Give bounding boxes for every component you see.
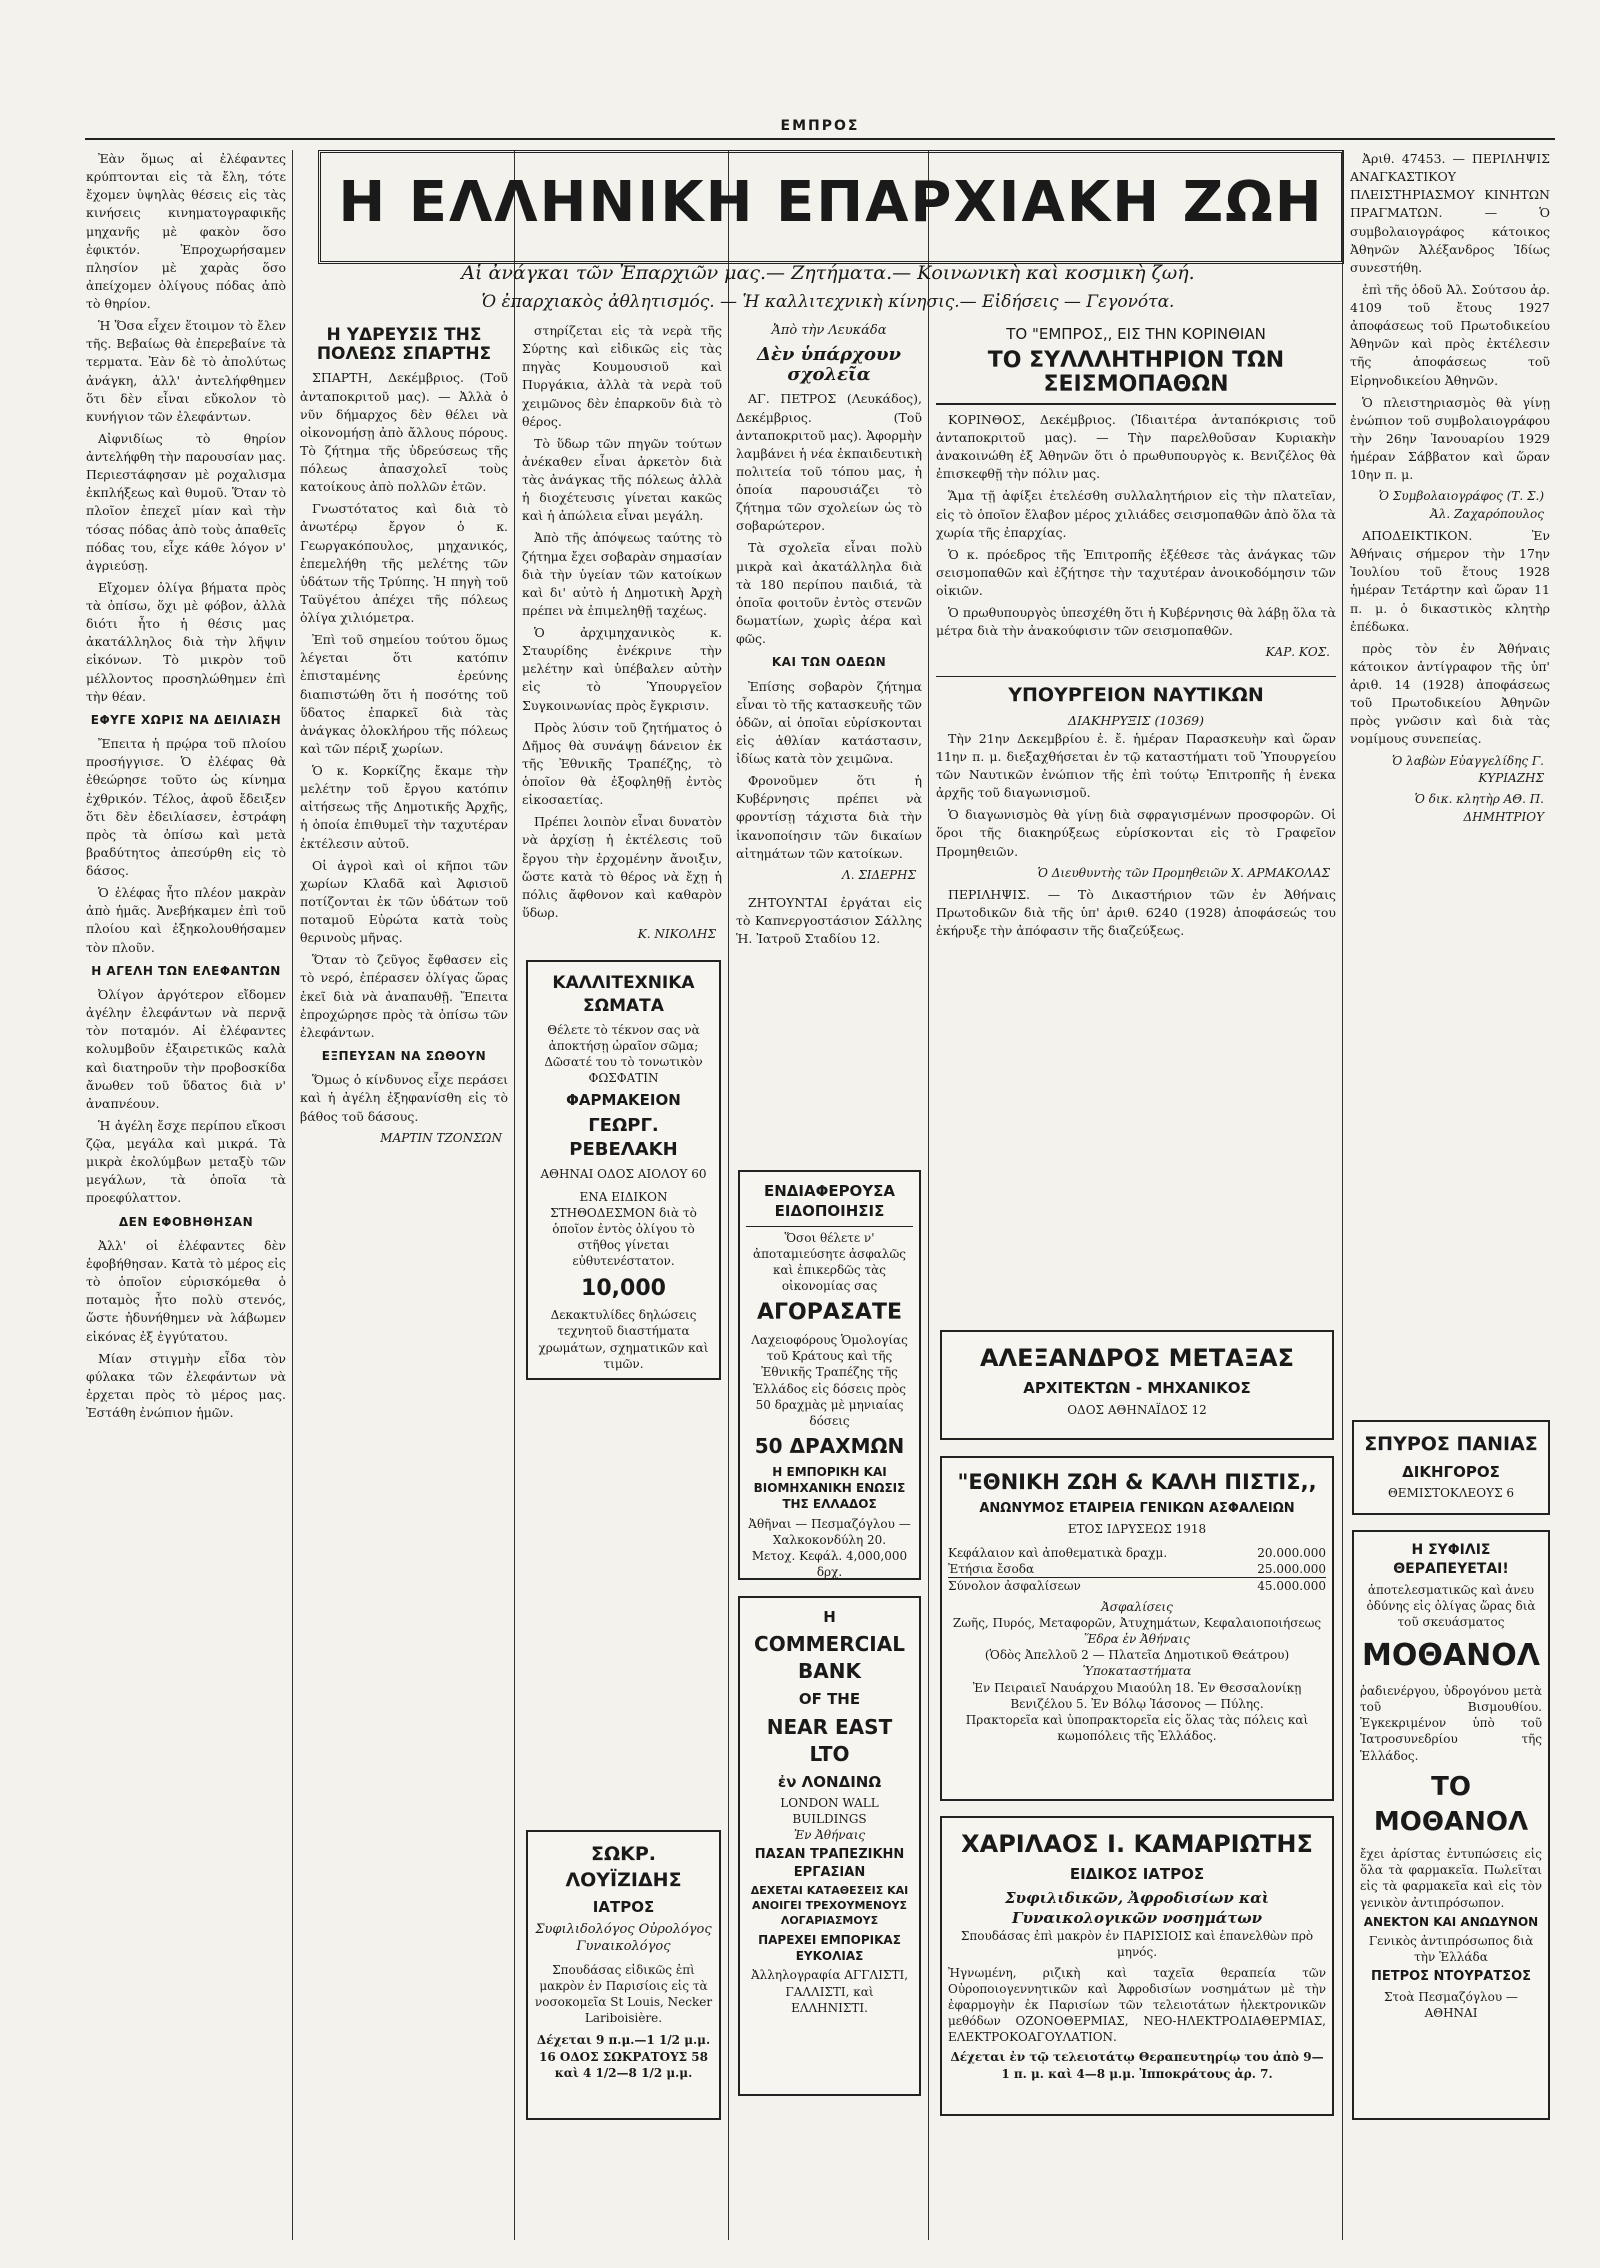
ad-row xyxy=(948,1545,1326,1561)
column-3-article xyxy=(522,322,722,941)
ad-address: Ἀθῆναι — Πεσμαζόγλου — Χαλκοκονδύλη 20. xyxy=(748,1516,911,1547)
ad-product-name: ΤΟ ΜΟΘΑΝΟΛ xyxy=(1373,1771,1529,1837)
subheading: ΕΞΠΕΥΣΑΝ ΝΑ ΣΩΘΟΥΝ xyxy=(321,1048,487,1063)
ad-row xyxy=(948,1577,1326,1594)
ad-value: 20.000.000 xyxy=(1257,1546,1326,1561)
ad-text: ΑΝΩΝΥΜΟΣ ΕΤΑΙΡΕΙΑ ΓΕΝΙΚΩΝ ΑΣΦΑΛΕΙΩΝ xyxy=(979,1501,1295,1517)
ad-text: OF THE xyxy=(798,1690,861,1709)
ad-mothanol xyxy=(1352,1530,1550,2120)
ad-text: ῥαδιενέργου, ὑδρογόνου μετὰ τοῦ Βισμουθίου. Ἐγκεκριμένον ὑπὸ τοῦ Ἰατροσυνεδρίου τῆς Ἑλλάδος. xyxy=(1360,1683,1542,1763)
article-headline: Η ΥΔΡΕΥΣΙΣ ΤΗΣ ΠΟΛΕΩΣ ΣΠΑΡΤΗΣ xyxy=(316,325,492,364)
paragraph: Ὁ ἀρχιμηχανικὸς κ. Σταυρίδης ἐνέκρινε τὴν μελέτην καὶ ὑπέβαλεν αὐτὴν εἰς τὸ Ὑπουργεῖον Συγκοινωνίας πρὸς ἔγκρισιν. xyxy=(522,625,722,713)
ad-text: Ἕδρα ἐν Ἀθήναις xyxy=(1083,1632,1191,1647)
article-headline: ΤΟ ΣΥΛΛΛΗΤΗΡΙΟΝ ΤΩΝ ΣΕΙΣΜΟΠΑΘΩΝ xyxy=(936,349,1336,405)
ad-address: LONDON WALL BUILDINGS xyxy=(780,1795,879,1826)
ad-hours: Δέχεται ἐν τῷ τελειοτάτῳ Θεραπευτηρίῳ του ἀπὸ 9—1 π. μ. καὶ 4—8 μ.μ. Ἰπποκράτους ἀρ. 7. xyxy=(950,2050,1324,2081)
ad-text: Ὑποκαταστήματα xyxy=(1082,1664,1192,1679)
ad-text: ΑΓΟΡΑΣΑΤΕ xyxy=(757,1300,902,1326)
ad-hours: Δέχεται 9 π.μ.—1 1/2 μ.μ. 16 ΟΔΟΣ ΣΩΚΡΑΤΟΥΣ 58 καὶ 4 1/2—8 1/2 μ.μ. xyxy=(536,2033,711,2080)
ad-text: Ὅσοι θέλετε ν' ἀποταμιεύσητε ἀσφαλῶς καὶ ἐπικερδῶς τὰς οἰκονομίας σας xyxy=(753,1230,906,1294)
author-signature: ΚΑΡ. ΚΟΣ. xyxy=(1265,645,1330,660)
ad-text: ΕΙΔΙΚΟΣ ΙΑΤΡΟΣ xyxy=(1069,1865,1205,1884)
receiver-signature: Ὁ λαβὼν Εὐαγγελίδης Γ. ΚΥΡΙΑΖΗΣ xyxy=(1391,753,1544,785)
running-head: ΕΜΠΡΟΣ xyxy=(85,118,1555,140)
ad-name: ΓΕΩΡΓ. ΡΕΒΕΛΑΚΗ xyxy=(569,1114,678,1161)
paragraph: Ὁ πρωθυπουργὸς ὑπεσχέθη ὅτι ἡ Κυβέρνησις θὰ λάβῃ ὅλα τὰ μέτρα διὰ τὴν ἀνακούφισιν τῶν σεισμοπαθῶν. xyxy=(936,605,1336,639)
paragraph: ἐπὶ τῆς ὁδοῦ Ἀλ. Σούτσου ἀρ. 4109 τοῦ ἔτους 1927 ἀποφάσεως τοῦ Πρωτοδικείου Ἀθηνῶν καὶ πρὸς ἐκτέλεσιν τῆς ἀποφάσεως τοῦ Εἰρηνοδικείου Ἀθηνῶν. xyxy=(1350,281,1550,388)
paragraph: Ἀριθ. 47453. — ΠΕΡΙΛΗΨΙΣ ΑΝΑΓΚΑΣΤΙΚΟΥ ΠΛΕΙΣΤΗΡΙΑΣΜΟΥ ΚΙΝΗΤΩΝ ΠΡΑΓΜΑΤΩΝ. — Ὁ συμβολαιογράφος κάτοικος Ἀθηνῶν Ἀλέξανδρος Ἰδίως συνεστήθη. xyxy=(1350,151,1550,275)
ad-ethniki-zoi-insurance xyxy=(940,1456,1334,1801)
ad-text: Ἐν Πειραιεῖ Ναυάρχου Μιαούλη 18. Ἐν Θεσσαλονίκῃ Βενιζέλου 5. Ἐν Βόλῳ Ἰάσονος — Πύλης. xyxy=(972,1680,1302,1711)
paragraph: Τὴν 21ην Δεκεμβρίου ἐ. ἔ. ἡμέραν Παρασκευὴν καὶ ὥραν 11ην π. μ. διεξαχθήσεται ἐν τῷ καταστήματι τοῦ Ὑπουργείου τῶν Ναυτικῶν ἐνώπιον τῆς ἐπὶ τούτῳ Ἐπιτροπῆς ἡ ἐνεκα ἀρχῆς τοῦ διαγωνισμοῦ. xyxy=(936,730,1336,801)
ad-text: Μετοχ. Κεφάλ. 4,000,000 δρχ. xyxy=(751,1549,908,1580)
paragraph: Ὁ διαγωνισμὸς θὰ γίνῃ διὰ σφραγισμένων προσφορῶν. Οἱ ὅροι τῆς διακηρύξεως εὑρίσκονται εἰς τὸ Γραφεῖον Προμηθειῶν. xyxy=(936,807,1336,859)
ad-text: ΕΝΑ ΕΙΔΙΚΟΝ ΣΤΗΘΟΔΕΣΜΟΝ διὰ τὸ ὁποῖον ἐντὸς ὀλίγου τὸ στῆθος γίνεται εὐθυτενέστατον. xyxy=(550,1189,697,1269)
paragraph: Ὅμως ὁ κίνδυνος εἶχε περάσει καὶ ἡ ἀγέλη ἐξηφανίσθη εἰς τὸ βάθος τοῦ δάσους. xyxy=(300,1072,508,1124)
subheading: ΕΦΥΓΕ ΧΩΡΙΣ ΝΑ ΔΕΙΛΙΑΣΗ xyxy=(90,712,282,727)
ad-commercial-bank xyxy=(738,1596,921,2096)
paragraph: Αἰφνιδίως τὸ θηρίον ἀντελήφθη τὴν παρουσίαν μας. Περιεστάφησαν μὲ ροχαλισμα ἐκπλήξεως καὶ θυμοῦ. Ὅταν τὸ πλοῖον ἐπεχεῖ μίαν καὶ τὴν τόσας πόδας ἀπὸ τοὺς ἀπαθεῖς πόδας του, εἶχε κάθε λόγον ν' ἀγριεύσῃ. xyxy=(86,430,286,573)
ad-label: Κεφάλαιον καὶ ἀποθεματικὰ δραχμ. xyxy=(948,1546,1168,1561)
ad-text: Σπουδάσας ἐπὶ μακρὸν ἐν ΠΑΡΙΣΙΟΙΣ καὶ ἐπανελθὼν πρὸ μηνός. xyxy=(960,1929,1314,1960)
ad-value: 45.000.000 xyxy=(1257,1579,1326,1594)
ad-label: Ἐτήσια ἔσοδα xyxy=(948,1562,1035,1577)
ad-text: ἀποτελεσματικῶς καὶ ἀνευ ὀδύνης εἰς ὀλίγας ὥρας διὰ τοῦ σκευάσματος xyxy=(1366,1582,1536,1630)
paragraph: Ἐπὶ τοῦ σημείου τούτου ὅμως λέγεται ὅτι κατόπιν ἐπισταμένης ἐρεύνης διαπιστώθη ὅτι ἡ ποσότης τοῦ ὕδατος ἐπαρκεῖ διὰ τὰς ἀνάγκας ὁλοκλήρου τῆς πόλεως καὶ τῶν πέριξ χωρίων. xyxy=(300,632,508,756)
paragraph: Τὸ ὕδωρ τῶν πηγῶν τούτων ἀνέκαθεν εἶναι ἀρκετὸν διὰ τὰς ἀνάγκας τῆς πόλεως ἀλλὰ ἡ διοχέτευσις γίνεται κακῶς καὶ ἡ ἀπώλεια εἶναι μεγάλη. xyxy=(522,435,722,524)
ad-text: Συφιλιδολόγος Οὐρολόγος Γυναικολόγος xyxy=(535,1921,712,1955)
paragraph: Ἡ ἀγέλη ἔσχε περίπου εἴκοσι ζῷα, μεγάλα καὶ μικρά. Τὰ μικρὰ ἐκολύμβων μεταξὺ τῶν μεγάλων, τὰ ὁποῖα τὰ προεφύλαττον. xyxy=(86,1117,286,1206)
notary-signature: Ὁ Συμβολαιογράφος (Τ. Σ.) Ἀλ. Ζαχαρόπουλος xyxy=(1378,489,1544,521)
section-title: Η ΕΛΛΗΝΙΚΗ ΕΠΑΡΧΙΑΚΗ ΖΩΗ xyxy=(338,170,1324,235)
paragraph: στηρίζεται εἰς τὰ νερὰ τῆς Σύρτης καὶ εἰδικῶς εἰς τὰς πηγὰς Κουμουσιοῦ καὶ Πυργάκια, ἀλλὰ τὰ νερὰ τοῦ χειμῶνος δὲν ἐπαρκοῦν διὰ τὸ θέρος. xyxy=(522,323,722,429)
paragraph: Ὅταν τὸ ζεῦγος ἔφθασεν εἰς τὸ νερό, ἐπέρασεν ὀλίγας ὥρας ἐκεῖ διὰ νὰ ἀναπαυθῇ. Ἔπειτα ἐπροχώρησε πρὸς τὰ ὀπίσω τῶν ἐλεφάντων. xyxy=(300,952,508,1040)
subheading: ΚΑΙ ΤΩΝ ΟΔΕΩΝ xyxy=(771,655,887,670)
ad-kallitechnika-somata xyxy=(526,960,721,1380)
ad-price: 50 ΔΡΑΧΜΩΝ xyxy=(754,1434,905,1459)
paragraph: Ὁ κ. Κορκίζης ἔκαμε τὴν μελέτην τοῦ ἔργου κατόπιν αἰτήσεως τῆς Δημοτικῆς Ἀρχῆς, ἡ ὁποία ἐπιθυμεῖ τὴν ταχυτέραν ἐκτέλεσιν αὐτοῦ. xyxy=(300,763,508,851)
ad-title: ΚΑΛΛΙΤΕΧΝΙΚΑ ΣΩΜΑΤΑ xyxy=(552,973,695,1016)
ad-address: ΟΔΟΣ ΑΘΗΝΑΪΔΟΣ 12 xyxy=(1067,1402,1207,1417)
ad-text: ἐν ΛΟΝΔΙΝΩ xyxy=(777,1772,882,1791)
paragraph: ΠΕΡΙΛΗΨΙΣ. — Τὸ Δικαστήριον τῶν ἐν Ἀθήναις Πρωτοδικῶν διὰ τῆς ὑπ' ἀριθ. 6240 (1928) ἀποφάσεώς του ἐκήρυξε τὴν ἀπόφασιν τῆς διαζεύξεως. xyxy=(936,887,1336,939)
ad-text: ΔΕΧΕΤΑΙ ΚΑΤΑΘΕΣΕΙΣ ΚΑΙ ΑΝΟΙΓΕΙ ΤΡΕΧΟΥΜΕΝΟΥΣ ΛΟΓΑΡΙΑΣΜΟΥΣ xyxy=(750,1884,909,1928)
ad-text: Γενικὸς ἀντιπρόσωπος διὰ τὴν Ἑλλάδα xyxy=(1368,1933,1534,1965)
ad-lottery-bonds xyxy=(738,1170,921,1580)
ad-text: Πρακτορεῖα καὶ ὑποπρακτορεῖα εἰς ὅλας τὰς πόλεις καὶ κωμοπόλεις τῆς Ἑλλάδος. xyxy=(965,1712,1309,1744)
paragraph: Ὁ ἐλέφας ἦτο πλέον μακρὰν ἀπὸ ἡμᾶς. Ἀνεβήκαμεν ἐπὶ τοῦ πλοίου καὶ ἐξηκολουθήσαμεν τὸν πλοῦν. xyxy=(86,885,286,955)
paragraph: Ἀλλ' οἱ ἐλέφαντες δὲν ἐφοβήθησαν. Κατὰ τὸ μέρος εἰς τὸ ὁποῖον εὑρισκόμεθα ὁ ποταμὸς ἦτο πολὺ στενός, ὥστε ἠδυνήθημεν νὰ λάβωμεν εἰκόνας ἐξ ἐγγύτατου. xyxy=(86,1237,286,1344)
article-headline: Δὲν ὑπάρχουν σχολεῖα xyxy=(757,343,901,385)
ad-louizidis-doctor xyxy=(526,1830,721,2120)
ad-address: Στοὰ Πεσμαζόγλου — ΑΘΗΝΑΙ xyxy=(1384,1989,1518,2021)
subheading: Η ΑΓΕΛΗ ΤΩΝ ΕΛΕΦΑΝΤΩΝ xyxy=(91,963,281,978)
paragraph: Φρονοῦμεν ὅτι ἡ Κυβέρνησις πρέπει νὰ φροντίσῃ τάχιστα διὰ τὴν ἱκανοποίησιν τῶν δικαίων αἰτημάτων τῶν κατοίκων. xyxy=(736,773,922,861)
ministry-signature: Ὁ Διευθυντὴς τῶν Προμηθειῶν Χ. ΑΡΜΑΚΟΛΑΣ xyxy=(1037,865,1330,880)
paragraph: πρὸς τὸν ἐν Ἀθήναις κάτοικον ἀντίγραφον τῆς ὑπ' ἀριθ. 14 (1928) ἀποφάσεως τοῦ Πρωτοδικείου Ἀθηνῶν πρὸς γνῶσιν καὶ διὰ τὰς νομίμους συνεπείας. xyxy=(1350,640,1550,747)
ad-name: ΑΛΕΞΑΝΔΡΟΣ ΜΕΤΑΞΑΣ xyxy=(979,1344,1295,1372)
paragraph: Εἴχομεν ὀλίγα βήματα πρὸς τὰ ὀπίσω, ὅχι μὲ φόβον, ἀλλὰ διότι ἦτο ἡ θέσις μας ἀκατάλληλος διὰ τὴν λῆψιν εἰκόνων. Τὸ μικρὸν τοῦ μέλλοντος προσηλώθημεν ἐπὶ τὴν θέαν. xyxy=(86,579,286,704)
ad-row xyxy=(948,1561,1326,1577)
paragraph: Ἔπειτα ἡ πρῴρα τοῦ πλοίου προσήγγισε. Ὁ ἐλέφας θὰ ἐθεώρησε τοῦτο ὡς κίνημα ἐχθρικόν. Τέλος, ἀφοῦ ἔδειξεν ὅτι δὲν ἐδειλίασεν, ἐστράφη πρὸς τὰ ὀπίσω καὶ μετὰ βραδύτητος ἀπεσύρθη εἰς τὸ δάσος. xyxy=(86,736,286,879)
article-kicker: ΤΟ "ΕΜΠΡΟΣ,, ΕΙΣ ΤΗΝ ΚΟΡΙΝΘΙΑΝ xyxy=(1006,325,1266,343)
column-rule xyxy=(728,150,729,2240)
ad-name: ΣΩΚΡ. ΛΟΥΪΖΙΔΗΣ xyxy=(565,1843,682,1891)
paragraph: Ὀλίγον ἀργότερον εἴδομεν ἀγέλην ἐλεφάντων νὰ περνᾷ τὸν ποταμόν. Αἱ ἐλέφαντες κολυμβοῦν ἐξαιρετικῶς καλὰ καὶ διατηροῦν τὴν προβοσκίδα ἄνωθεν τοῦ ὕδατος διὰ ν' ἀναπνέουν. xyxy=(86,987,286,1111)
paragraph: ΣΠΑΡΤΗ, Δεκέμβριος. (Τοῦ ἀνταποκριτοῦ μας). — Ἀλλὰ ὁ νῦν δήμαρχος δὲν θέλει νὰ οἰκονομήσῃ ἀπὸ ἄλλους πόρους. Τὸ ζήτημα τῆς ὑδρεύσεως τῆς πόλεως ἀπασχολεῖ τοὺς κατοίκους ἀπὸ πολλῶν ἐτῶν. xyxy=(300,370,508,495)
paragraph: Μίαν στιγμὴν εἶδα τὸν φύλακα τῶν ἐλεφάντων νὰ ἐρχεται πρὸς τὸ μέρος μας. Ἐστάθη ἐνώπιον ἡμῶν. xyxy=(86,1350,286,1421)
ministry-headline: ΥΠΟΥΡΓΕΙΟΝ ΝΑΥΤΙΚΩΝ xyxy=(936,676,1336,706)
column-rule xyxy=(1342,150,1343,2240)
ad-text: ΠΑΣΑΝ ΤΡΑΠΕΖΙΚΗΝ ΕΡΓΑΣΙΑΝ xyxy=(754,1847,905,1880)
ad-text: Σπουδάσας εἰδικῶς ἐπὶ μακρὸν ἐν Παρισίοις εἰς τὰ νοσοκομεῖα St Louis, Necker Lariboisière. xyxy=(534,1962,713,2026)
author-signature: ΜΑΡΤΙΝ ΤΖΟΝΣΩΝ xyxy=(380,1130,502,1145)
ad-title: ΕΝΔΙΑΦΕΡΟΥΣΑ ΕΙΔΟΠΟΙΗΣΙΣ xyxy=(746,1181,913,1227)
ad-bank: Η ΕΜΠΟΡΙΚΗ ΚΑΙ ΒΙΟΜΗΧΑΝΙΚΗ ΕΝΩΣΙΣ ΤΗΣ ΕΛΛΑΔΟΣ xyxy=(753,1465,906,1512)
paragraph: Ὁ κ. πρόεδρος τῆς Ἐπιτροπῆς ἐξέθεσε τὰς ἀνάγκας τῶν σεισμοπαθῶν καὶ ἐζήτησε τὴν ταχυτέραν ἀνοικοδόμησιν τῶν οἰκιῶν. xyxy=(936,546,1336,598)
column-5-article xyxy=(936,322,1336,1312)
ad-text: Ἠγνωμένη, ριζικὴ καὶ ταχεῖα θεραπεία τῶν Οὐροποιογεννητικῶν καὶ Ἀφροδισίων νοσημάτων μὲ τὴν ἐφαρμογὴν ἐκ Παρισίων τῶν τελειοτάτων ἠλεκτρονικῶν μεθόδων ΟΖΟΝΟΘΕΡΜΙΑΣ, ΝΕΟ-ΗΛΕΚΤΡΟΔΙΑΘΕΡΜΙΑΣ, ΕΛΕΚΤΡΟΚΟΑΓΟΥΛΑΤΙΟΝ. xyxy=(948,1965,1326,2045)
author-signature: Λ. ΣΙΔΕΡΗΣ xyxy=(842,867,916,882)
ministry-subheading: ΔΙΑΚΗΡΥΞΙΣ (10369) xyxy=(1068,712,1204,728)
ad-metaxas-architect xyxy=(940,1330,1334,1440)
paragraph: ΑΓ. ΠΕΤΡΟΣ (Λευκάδος), Δεκέμβριος. (Τοῦ ἀνταποκριτοῦ μας). Ἀφορμὴν λαμβάνει ἡ νέα ἐκπαιδευτικὴ πολιτεία τοῦ τόπου μας, ἡ ὁποία παρουσιάζει τὸ ζήτημα τῶν σχολείων ὡς τὸ σοβαρώτερον. xyxy=(736,391,922,534)
paragraph: Πρέπει λοιπὸν εἶναι δυνατὸν νὰ ἀρχίσῃ ἡ ἐκτέλεσις τοῦ ἔργου τὴν ἐρχομένην ἄνοιξιν, ὥστε κατὰ τὸ θέρος νὰ ἔχῃ ἡ πόλις ἄφθονον καὶ καθαρὸν ὕδωρ. xyxy=(522,814,722,920)
ad-kamariotis-doctor xyxy=(940,1816,1334,2116)
ad-name: ΠΕΤΡΟΣ ΝΤΟΥΡΑΤΣΟΣ xyxy=(1370,1969,1532,1985)
section-tagline-2: Ὁ ἐπαρχιακὸς ἀθλητισμός. — Ἡ καλλιτεχνικὴ κίνησις.— Εἰδήσεις — Γεγονότα. xyxy=(481,292,1175,312)
paragraph: Ἐὰν ὅμως αἱ ἐλέφαντες κρύπτονται εἰς τὰ ἔλη, τότε ἔχομεν ὑψηλὰς θέσεις εἰς τὰς κινήσεις κινηματογραφικῆς μηχανῆς μὲ φακὸν ὅσο ἐφικτόν. Ἐπροχωρήσαμεν πλησίον μὲ χαρὰς ὅσο ἀπείχομεν ὀλίγους πόδας ἀπὸ τὸ θηρίον. xyxy=(86,151,286,311)
ad-name: ΧΑΡΙΛΑΟΣ Ι. ΚΑΜΑΡΙΩΤΗΣ xyxy=(961,1830,1313,1858)
column-6-notices xyxy=(1350,150,1550,1400)
section-masthead xyxy=(318,150,1344,264)
paragraph: ΚΟΡΙΝΘΟΣ, Δεκέμβριος. (Ἰδιαιτέρα ἀνταπόκρισις τοῦ ἀνταποκριτοῦ μας). — Τὴν παρελθοῦσαν Κυριακὴν ἀνακοινώθη ἐξ Ἀθηνῶν ὅτι ὁ πρωθυπουργὸς κ. Βενιζέλος θὰ ἐπισκεφθῇ τὴν πόλιν μας. xyxy=(936,411,1336,482)
paragraph: Ἅμα τῇ ἀφίξει ἐτελέσθη συλλαλητήριον εἰς τὴν πλατεῖαν, εἰς τὸ ὁποῖον ἔλαβον μέρος χιλιάδες σεισμοπαθῶν ἀπὸ ὅλα τὰ χωρία τῆς ἐπαρχίας. xyxy=(936,488,1336,540)
ad-address: ΑΘΗΝΑΙ ΟΔΟΣ ΑΙΟΛΟΥ 60 xyxy=(540,1167,707,1182)
column-2-article xyxy=(300,322,508,2242)
paragraph: Τὰ σχολεῖα εἶναι πολὺ μικρὰ καὶ ἀκατάλληλα διὰ τὰ 180 περίπου παιδιά, τὰ ὁποῖα φοιτοῦν ἐντὸς στενῶν δωματίων, χωρὶς ἀέρα καὶ φῶς. xyxy=(736,540,922,647)
ad-text: Ἐν Ἀθήναις xyxy=(793,1828,866,1843)
ad-text: Ἀσφαλίσεις xyxy=(1101,1599,1173,1614)
ad-title: Η ΣΥΦΙΛΙΣ ΘΕΡΑΠΕΥΕΤΑΙ! xyxy=(1393,1542,1509,1577)
paragraph: Ἡ Ὅσα εἶχεν ἕτοιμον τὸ ἔλεν τῆς. Βεβαίως θὰ ἐπερεβαίνε τὰ τερματα. Ἐὰν δὲ τὸ ἀπολύτως ἀνάγκη, ἀλλ' ἀντελήφθημεν ὅτι δὲν εἶναι εὔκολον τὸ κυνήγιον τῶν ἐλεφάντων. xyxy=(86,318,286,424)
paragraph: ΑΠΟΔΕΙΚΤΙΚΟΝ. Ἐν Ἀθήναις σήμερον τὴν 17ην Ἰουλίου τοῦ ἔτους 1928 ἡμέραν Τετάρτην καὶ ὥραν 11 π. μ. ὁ δικαστικὸς κλητὴρ ἐπέδωκα. xyxy=(1350,528,1550,634)
bailiff-signature: Ὁ δικ. κλητὴρ ΑΘ. Π. ΔΗΜΗΤΡΙΟΥ xyxy=(1414,792,1544,824)
notice: ΖΗΤΟΥΝΤΑΙ ἐργάται εἰς τὸ Καπνεργοστάσιον Σάλλης Ἡ. Ἰατροῦ Σταδίου 12. xyxy=(736,895,922,947)
ad-text: Ἀλληλογραφία ΑΓΓΛΙΣΤΙ, ΓΑΛΛΙΣΤΙ, καὶ ΕΛΛΗΝΙΣΤΙ. xyxy=(750,1968,909,2015)
ad-text: ΙΑΤΡΟΣ xyxy=(592,1898,655,1917)
section-tagline: Αἱ ἀνάγκαι τῶν Ἐπαρχιῶν μας.— Ζητήματα.— Κοινωνικὴ καὶ κοσμικὴ ζωή. xyxy=(461,262,1195,284)
paragraph: Γνωστότατος καὶ διὰ τὸ ἀνωτέρῳ ἔργον ὁ κ. Γεωργακόπουλος, μηχανικός, ἐπεμελήθη τῆς μελέτης τῶν ὑδάτων τῆς Τρύπης. Ἡ πηγὴ τοῦ Ταϋγέτου ἀπέχει τῆς πόλεως ὀλίγα χιλιόμετρα. xyxy=(300,501,508,625)
column-rule xyxy=(514,150,515,2240)
column-rule xyxy=(292,150,293,2240)
ad-text: Θέλετε τὸ τέκνον σας νὰ ἀποκτήσῃ ὡραῖον σῶμα; Δῶσατέ του τὸ τονωτικὸν ΦΩΣΦΑΤΙΝ xyxy=(544,1022,703,1086)
ad-text: Η xyxy=(823,1608,836,1626)
ad-text: Λαχειοφόρους Ὁμολογίας τοῦ Κράτους καὶ τῆς Ἐθνικῆς Τραπέζης τῆς Ἑλλάδος εἰς δόσεις πρὸς 50 δραχμὰς μὲ μηνιαίας δόσεις xyxy=(751,1332,908,1428)
author-signature: Κ. ΝΙΚΟΛΗΣ xyxy=(637,927,716,941)
ad-text: Συφιλιδικῶν, Ἀφροδισίων καὶ Γυναικολογικῶν νοσημάτων xyxy=(1005,1888,1269,1927)
column-1-article xyxy=(86,150,286,2240)
paragraph: Ὁ πλειστηριασμὸς θὰ γίνῃ ἐνώπιον τοῦ συμβολαιογράφου τὴν 26ην Ἰανουαρίου 1929 ἡμέραν Σάββατον καὶ ὥραν 10ην π. μ. xyxy=(1350,394,1550,483)
ad-text: Δεκακτυλίδες δηλώσεις τεχνητοῦ διαστήματα χρωμάτων, σχηματικῶν καὶ τιμῶν. xyxy=(538,1308,709,1371)
ad-text: ΔΙΚΗΓΟΡΟΣ xyxy=(1402,1462,1500,1481)
ad-text: ΠΑΡΕΧΕΙ ΕΜΠΟΡΙΚΑΣ ΕΥΚΟΛΙΑΣ xyxy=(758,1932,901,1964)
ad-address: ΘΕΜΙΣΤΟΚΛΕΟΥΣ 6 xyxy=(1387,1485,1515,1500)
column-4-article xyxy=(736,322,922,1152)
subheading: ΔΕΝ ΕΦΟΒΗΘΗΣΑΝ xyxy=(118,1214,254,1229)
dateline: Ἀπὸ τὴν Λευκάδα xyxy=(771,323,887,338)
ad-text: ΑΝΕΚΤΟΝ ΚΑΙ ΑΝΩΔΥΝΟΝ xyxy=(1363,1914,1539,1929)
ad-name: NEAR EAST LTO xyxy=(766,1714,893,1766)
ad-value: 25.000.000 xyxy=(1257,1562,1326,1577)
paragraph: Ἀπὸ τῆς ἀπόψεως ταύτης τὸ ζήτημα ἔχει σοβαρὰν σημασίαν διὰ τὴν ὑγείαν τῶν κατοίκων καὶ δι' αὐτὸ ἡ Δημοτικὴ Ἀρχὴ πρέπει νὰ ἐπιμεληθῇ ταχέως. xyxy=(522,530,722,618)
ad-text: ἔχει ἀρίστας ἐντυπώσεις εἰς ὅλα τὰ φαρμακεῖα. Πωλεῖται εἰς τὰ φαρμακεῖα καὶ εἰς τὸν γενικὸν ἀντιπρόσωπον. xyxy=(1360,1846,1542,1910)
ad-text: ΑΡΧΙΤΕΚΤΩΝ - ΜΗΧΑΝΙΚΟΣ xyxy=(1023,1379,1251,1398)
column-rule xyxy=(928,150,929,2240)
paragraph: Ἐπίσης σοβαρὸν ζήτημα εἶναι τὸ τῆς κατασκευῆς τῶν ὁδῶν, αἱ ὁποῖαι εὑρίσκονται εἰς ἀθλίαν κατάστασιν, ἰδίως κατὰ τὸν χειμῶνα. xyxy=(736,678,922,767)
ad-address: (Ὁδὸς Ἀπελλοῦ 2 — Πλατεῖα Δημοτικοῦ Θεάτρου) xyxy=(984,1648,1290,1663)
ad-number: 10,000 xyxy=(581,1275,666,1301)
ad-name: "ΕΘΝΙΚΗ ΖΩΗ & ΚΑΛΗ ΠΙΣΤΙΣ,, xyxy=(957,1470,1317,1494)
ad-text: ΕΤΟΣ ΙΔΡΥΣΕΩΣ 1918 xyxy=(1067,1521,1207,1536)
paragraph: Πρὸς λύσιν τοῦ ζητήματος ὁ Δῆμος θὰ συνάψῃ δάνειον ἐκ τῆς Ἐθνικῆς Τραπέζης, τὸ ὁποῖον θὰ ἐξοφληθῇ ἐντὸς εἰκοσαετίας. xyxy=(522,719,722,808)
paragraph: Οἱ ἀγροὶ καὶ οἱ κῆποι τῶν χωρίων Κλαδᾶ καὶ Ἀφισιοῦ ποτίζονται ἐκ τῶν ὑδάτων τοῦ ποταμοῦ Εὐρώτα κατὰ τοὺς θερινοὺς μῆνας. xyxy=(300,857,508,946)
ad-text: Ζωῆς, Πυρός, Μεταφορῶν, Ἀτυχημάτων, Κεφαλαιοποιήσεως xyxy=(952,1615,1322,1630)
ad-panias-lawyer xyxy=(1352,1420,1550,1515)
ad-name: COMMERCIAL BANK xyxy=(754,1632,905,1684)
ad-label: Σύνολον ἀσφαλίσεων xyxy=(948,1579,1081,1594)
ad-product-name: ΜΟΘΑΝΟΛ xyxy=(1362,1638,1540,1674)
ad-name: ΣΠΥΡΟΣ ΠΑΝΙΑΣ xyxy=(1364,1433,1538,1455)
ad-text: ΦΑΡΜΑΚΕΙΟΝ xyxy=(566,1090,681,1109)
